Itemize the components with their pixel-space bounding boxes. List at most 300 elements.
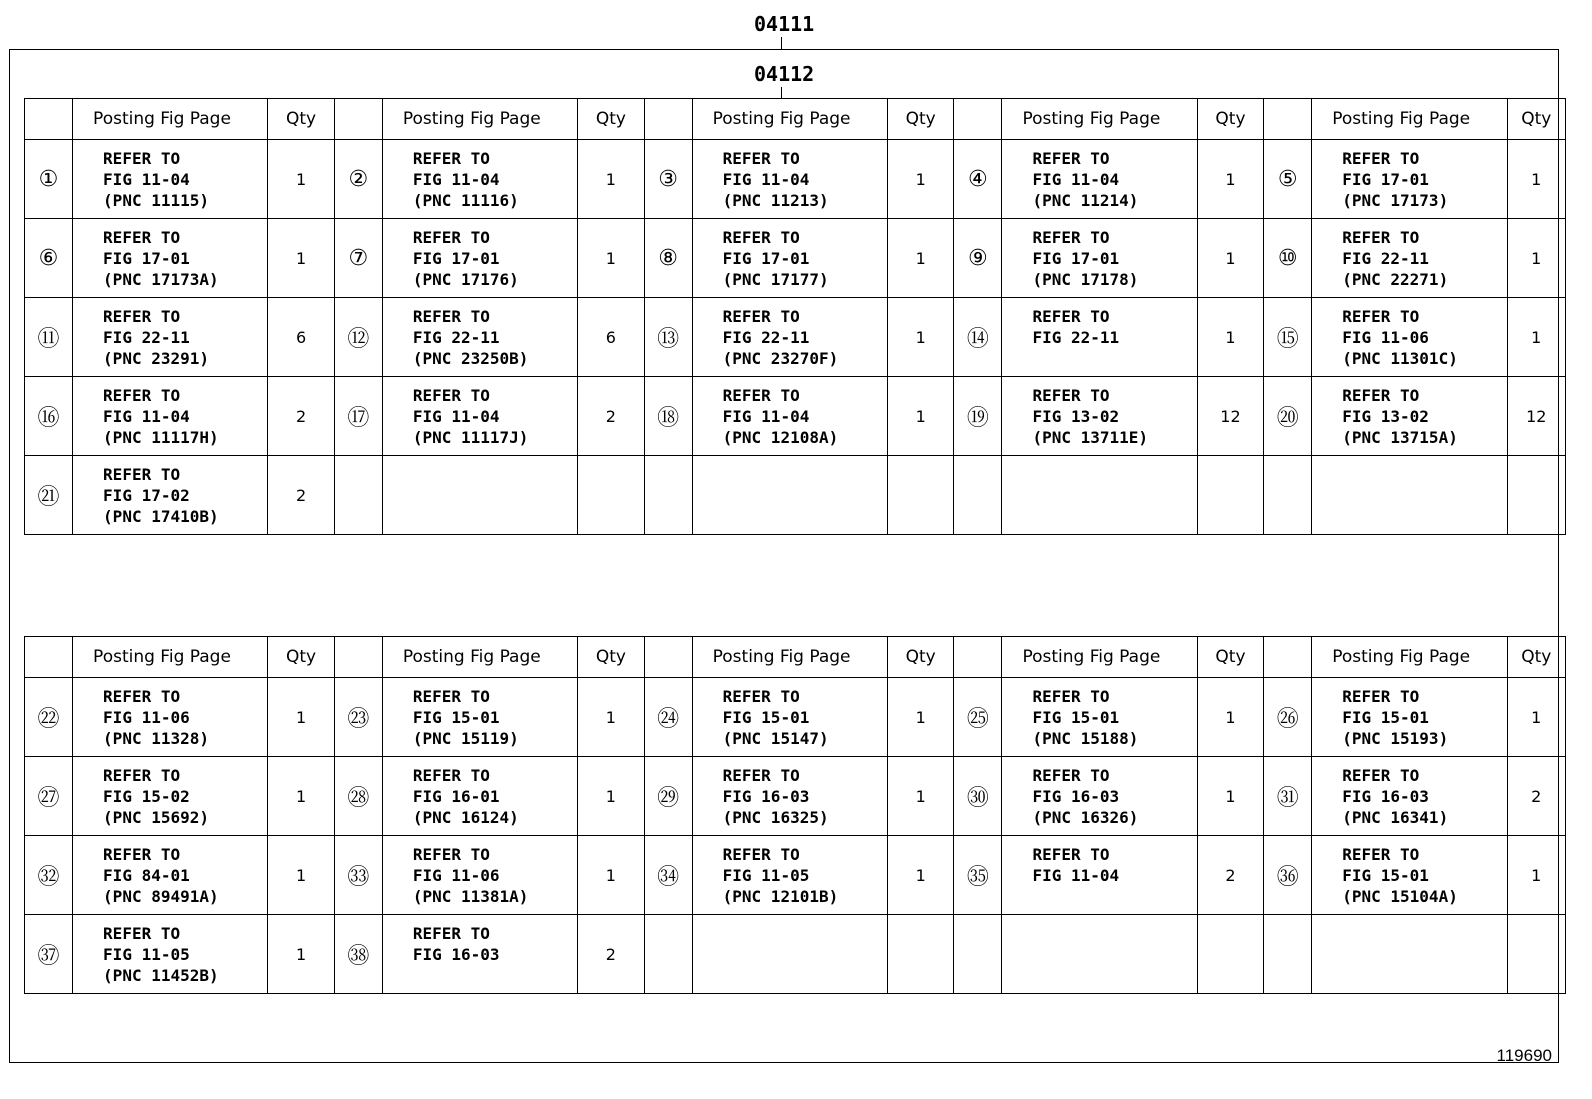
callout-number: ㉚ <box>954 757 1002 836</box>
reference-line <box>723 485 887 506</box>
reference-line: (PNC 16341) <box>1342 807 1449 827</box>
reference-cell <box>692 140 887 219</box>
table-row <box>25 757 1566 836</box>
reference-line: FIG 17-01 <box>722 248 810 268</box>
callout-number: ㉑ <box>25 456 73 535</box>
qty-value <box>887 915 953 994</box>
qty-value: 1 <box>268 219 334 298</box>
callout-number <box>644 456 692 535</box>
header-qty: Qty <box>887 99 953 140</box>
reference-line: REFER TO <box>103 686 181 706</box>
reference-cell <box>1002 678 1197 757</box>
reference-line <box>723 965 887 986</box>
reference-line: REFER TO <box>1032 385 1110 405</box>
reference-line: (PNC 16124) <box>412 807 519 827</box>
qty-value: 1 <box>578 678 644 757</box>
reference-line <box>723 464 887 485</box>
qty-value: 1 <box>1197 219 1263 298</box>
reference-line: REFER TO <box>103 148 181 168</box>
table-row <box>25 836 1566 915</box>
reference-cell <box>1002 377 1197 456</box>
callout-number: ⑧ <box>644 219 692 298</box>
reference-cell <box>73 377 268 456</box>
table-row <box>25 140 1566 219</box>
callout-number: ㉙ <box>644 757 692 836</box>
reference-line: (PNC 15188) <box>1032 728 1139 748</box>
reference-line: REFER TO <box>1342 765 1420 785</box>
reference-line: (PNC 16325) <box>722 807 829 827</box>
header-qty: Qty <box>1507 637 1565 678</box>
callout-number: ① <box>25 140 73 219</box>
callout-number: ⑯ <box>25 377 73 456</box>
reference-cell <box>1312 219 1507 298</box>
header-num <box>954 637 1002 678</box>
qty-value: 1 <box>1197 140 1263 219</box>
reference-cell <box>73 298 268 377</box>
reference-line: REFER TO <box>1342 227 1420 247</box>
reference-cell <box>382 219 577 298</box>
reference-line: REFER TO <box>1032 227 1110 247</box>
reference-line: (PNC 13715A) <box>1342 427 1458 447</box>
reference-line: (PNC 16326) <box>1032 807 1139 827</box>
qty-value: 1 <box>887 678 953 757</box>
reference-line: (PNC 15147) <box>722 728 829 748</box>
qty-value: 1 <box>887 140 953 219</box>
table-row <box>25 298 1566 377</box>
reference-cell <box>382 757 577 836</box>
reference-line: FIG 11-04 <box>412 406 500 426</box>
reference-line: REFER TO <box>103 464 181 484</box>
qty-value: 1 <box>268 140 334 219</box>
callout-number: ⑮ <box>1264 298 1312 377</box>
reference-cell <box>382 456 577 535</box>
callout-number: ㉖ <box>1264 678 1312 757</box>
header-qty: Qty <box>268 99 334 140</box>
reference-line: FIG 11-04 <box>103 169 190 189</box>
callout-number: ⑦ <box>334 219 382 298</box>
reference-line: (PNC 23291) <box>103 348 210 368</box>
reference-cell <box>73 915 268 994</box>
callout-number: ⑭ <box>954 298 1002 377</box>
reference-cell <box>1002 140 1197 219</box>
reference-line: (PNC 15193) <box>1342 728 1449 748</box>
reference-cell <box>692 836 887 915</box>
reference-line: FIG 11-04 <box>1032 169 1120 189</box>
reference-line: FIG 17-01 <box>103 248 190 268</box>
reference-line: FIG 15-02 <box>103 786 190 806</box>
reference-line: REFER TO <box>412 844 490 864</box>
qty-value: 1 <box>578 757 644 836</box>
reference-line: FIG 11-04 <box>722 169 810 189</box>
header-qty: Qty <box>1507 99 1565 140</box>
reference-line: FIG 15-01 <box>722 707 810 727</box>
reference-line: REFER TO <box>1032 765 1110 785</box>
callout-number: ㉘ <box>334 757 382 836</box>
reference-cell <box>1002 757 1197 836</box>
reference-line: (PNC 15104A) <box>1342 886 1458 906</box>
reference-line: (PNC 11452B) <box>103 965 219 985</box>
reference-line <box>1342 923 1506 944</box>
reference-line <box>1342 944 1506 965</box>
reference-line: FIG 13-02 <box>1032 406 1120 426</box>
callout-number <box>334 456 382 535</box>
reference-line: FIG 11-06 <box>412 865 500 885</box>
reference-cell <box>692 915 887 994</box>
callout-number: ㉝ <box>334 836 382 915</box>
table-row <box>25 456 1566 535</box>
reference-line: FIG 17-01 <box>1032 248 1120 268</box>
reference-line: REFER TO <box>103 844 181 864</box>
reference-line <box>1032 485 1196 506</box>
reference-line: (PNC 17177) <box>722 269 829 289</box>
reference-cell <box>73 140 268 219</box>
header-num <box>1264 637 1312 678</box>
reference-line: REFER TO <box>722 765 800 785</box>
reference-line: REFER TO <box>412 227 490 247</box>
header-posting-fig-page: Posting Fig Page <box>73 99 268 140</box>
header-posting-fig-page: Posting Fig Page <box>73 637 268 678</box>
qty-value: 1 <box>578 219 644 298</box>
reference-line: (PNC 15692) <box>103 807 210 827</box>
reference-cell <box>1002 915 1197 994</box>
reference-cell <box>1312 140 1507 219</box>
reference-line: (PNC 11301C) <box>1342 348 1458 368</box>
qty-value: 2 <box>268 456 334 535</box>
reference-line: FIG 15-01 <box>1342 865 1429 885</box>
code-outer: 04111 <box>754 12 815 36</box>
reference-line <box>413 506 577 527</box>
reference-line <box>413 464 577 485</box>
reference-cell <box>73 836 268 915</box>
reference-line: REFER TO <box>412 385 490 405</box>
reference-cell <box>692 298 887 377</box>
qty-value: 1 <box>268 757 334 836</box>
reference-cell <box>1002 219 1197 298</box>
code-inner: 04112 <box>754 62 815 86</box>
reference-line: (PNC 11328) <box>103 728 210 748</box>
qty-value: 12 <box>1507 377 1565 456</box>
callout-number: ㉟ <box>954 836 1002 915</box>
qty-value: 6 <box>268 298 334 377</box>
header-num <box>334 99 382 140</box>
reference-line: (PNC 11381A) <box>412 886 529 906</box>
reference-line: (PNC 11213) <box>722 190 829 210</box>
callout-number: ⑰ <box>334 377 382 456</box>
reference-line: (PNC 23270F) <box>722 348 839 368</box>
reference-line: (PNC 89491A) <box>103 886 219 906</box>
qty-value: 1 <box>268 836 334 915</box>
reference-line: FIG 22-11 <box>722 327 810 347</box>
reference-line: REFER TO <box>1342 306 1420 326</box>
header-num <box>644 637 692 678</box>
reference-line: FIG 16-03 <box>1342 786 1429 806</box>
reference-cell <box>692 678 887 757</box>
qty-value: 1 <box>1507 140 1565 219</box>
reference-line <box>1342 464 1506 485</box>
callout-number: ㉔ <box>644 678 692 757</box>
reference-line: (PNC 11117J) <box>412 427 529 447</box>
reference-line <box>1032 506 1196 527</box>
header-posting-fig-page: Posting Fig Page <box>1312 637 1507 678</box>
qty-value: 2 <box>1197 836 1263 915</box>
reference-line: FIG 22-11 <box>1342 248 1429 268</box>
reference-line <box>723 506 887 527</box>
reference-line: REFER TO <box>412 923 490 943</box>
qty-value: 1 <box>1197 298 1263 377</box>
callout-number: ⑥ <box>25 219 73 298</box>
qty-value: 2 <box>268 377 334 456</box>
callout-number: ㊱ <box>1264 836 1312 915</box>
figure-id: 119690 <box>1496 1046 1552 1065</box>
reference-line: FIG 16-03 <box>412 944 500 964</box>
header-num <box>1264 99 1312 140</box>
reference-line: REFER TO <box>412 148 490 168</box>
reference-line: REFER TO <box>1032 844 1110 864</box>
qty-value: 1 <box>887 219 953 298</box>
table-row <box>25 678 1566 757</box>
reference-cell <box>1002 836 1197 915</box>
code-outer-leader <box>781 37 782 49</box>
header-num <box>334 637 382 678</box>
header-posting-fig-page: Posting Fig Page <box>1312 99 1507 140</box>
reference-line: REFER TO <box>1342 148 1420 168</box>
reference-cell <box>1002 298 1197 377</box>
callout-number: ⑬ <box>644 298 692 377</box>
reference-line: FIG 11-06 <box>103 707 190 727</box>
qty-value <box>887 456 953 535</box>
qty-value: 1 <box>1507 219 1565 298</box>
callout-number: ㉞ <box>644 836 692 915</box>
reference-cell <box>692 219 887 298</box>
callout-number <box>954 456 1002 535</box>
reference-line: (PNC 11117H) <box>103 427 219 447</box>
reference-line: FIG 15-01 <box>1032 707 1120 727</box>
reference-line: (PNC 12108A) <box>722 427 839 447</box>
callout-number: ⑨ <box>954 219 1002 298</box>
reference-cell <box>1312 757 1507 836</box>
reference-line: FIG 22-11 <box>1032 327 1120 347</box>
reference-line: REFER TO <box>412 765 490 785</box>
reference-cell <box>1312 915 1507 994</box>
header-posting-fig-page: Posting Fig Page <box>1002 637 1197 678</box>
reference-line: (PNC 11214) <box>1032 190 1139 210</box>
reference-line <box>1032 923 1196 944</box>
callout-number: ② <box>334 140 382 219</box>
reference-cell <box>1312 377 1507 456</box>
reference-line: FIG 16-03 <box>1032 786 1120 806</box>
header-posting-fig-page: Posting Fig Page <box>692 99 887 140</box>
callout-number: ㊳ <box>334 915 382 994</box>
reference-line: REFER TO <box>722 385 800 405</box>
reference-cell <box>382 298 577 377</box>
reference-line: REFER TO <box>103 385 181 405</box>
reference-line <box>1342 485 1506 506</box>
qty-value: 1 <box>1507 678 1565 757</box>
header-qty: Qty <box>1197 637 1263 678</box>
qty-value: 1 <box>887 298 953 377</box>
reference-line: FIG 15-01 <box>412 707 500 727</box>
qty-value: 1 <box>887 757 953 836</box>
reference-line <box>413 485 577 506</box>
reference-line: FIG 13-02 <box>1342 406 1429 426</box>
reference-line: FIG 22-11 <box>103 327 190 347</box>
parts-table-2 <box>24 636 1566 994</box>
callout-number <box>1264 915 1312 994</box>
reference-line: REFER TO <box>722 844 800 864</box>
callout-number: ③ <box>644 140 692 219</box>
reference-line <box>1032 348 1196 369</box>
reference-line: FIG 17-01 <box>412 248 500 268</box>
reference-line: FIG 22-11 <box>412 327 500 347</box>
reference-cell <box>73 456 268 535</box>
parts-table-1 <box>24 98 1566 535</box>
reference-line <box>723 923 887 944</box>
callout-number: ⑩ <box>1264 219 1312 298</box>
header-num <box>25 637 73 678</box>
qty-value: 2 <box>1507 757 1565 836</box>
header-posting-fig-page: Posting Fig Page <box>382 99 577 140</box>
reference-cell <box>73 678 268 757</box>
qty-value: 1 <box>1507 298 1565 377</box>
reference-line: REFER TO <box>103 306 181 326</box>
table-row <box>25 377 1566 456</box>
reference-cell <box>382 377 577 456</box>
qty-value <box>1507 456 1565 535</box>
qty-value <box>1197 456 1263 535</box>
callout-number: ㉒ <box>25 678 73 757</box>
qty-value: 1 <box>1507 836 1565 915</box>
callout-number: ⑱ <box>644 377 692 456</box>
reference-line: FIG 11-06 <box>1342 327 1429 347</box>
reference-line: FIG 11-05 <box>722 865 810 885</box>
reference-line: REFER TO <box>1032 148 1110 168</box>
callout-number: ㉕ <box>954 678 1002 757</box>
callout-number <box>1264 456 1312 535</box>
reference-cell <box>73 219 268 298</box>
reference-line: (PNC 15119) <box>412 728 519 748</box>
reference-line: (PNC 11115) <box>103 190 210 210</box>
reference-line <box>413 965 577 986</box>
callout-number: ⑫ <box>334 298 382 377</box>
reference-line: (PNC 11116) <box>412 190 519 210</box>
reference-line: REFER TO <box>103 765 181 785</box>
reference-line <box>1032 886 1196 907</box>
table-row <box>25 219 1566 298</box>
callout-number: ⑳ <box>1264 377 1312 456</box>
reference-line: REFER TO <box>722 148 800 168</box>
reference-line: REFER TO <box>412 686 490 706</box>
callout-number <box>954 915 1002 994</box>
reference-line <box>1032 944 1196 965</box>
reference-cell <box>1312 678 1507 757</box>
qty-value: 1 <box>1197 678 1263 757</box>
callout-number: ㉛ <box>1264 757 1312 836</box>
qty-value <box>578 456 644 535</box>
header-posting-fig-page: Posting Fig Page <box>1002 99 1197 140</box>
reference-line <box>1032 965 1196 986</box>
reference-line: REFER TO <box>1032 306 1110 326</box>
reference-line: (PNC 17176) <box>412 269 519 289</box>
reference-line: FIG 11-04 <box>1032 865 1120 885</box>
reference-line: FIG 15-01 <box>1342 707 1429 727</box>
reference-cell <box>1312 836 1507 915</box>
reference-cell <box>692 456 887 535</box>
callout-number: ㉓ <box>334 678 382 757</box>
header-posting-fig-page: Posting Fig Page <box>382 637 577 678</box>
reference-line: REFER TO <box>722 227 800 247</box>
qty-value: 1 <box>887 836 953 915</box>
reference-line: (PNC 17173) <box>1342 190 1449 210</box>
reference-line <box>1032 464 1196 485</box>
qty-value: 1 <box>268 678 334 757</box>
qty-value <box>1507 915 1565 994</box>
callout-number: ⑪ <box>25 298 73 377</box>
reference-line: FIG 11-04 <box>722 406 810 426</box>
callout-number: ㉗ <box>25 757 73 836</box>
header-qty: Qty <box>578 99 644 140</box>
header-num <box>954 99 1002 140</box>
reference-cell <box>382 140 577 219</box>
reference-line: REFER TO <box>1342 686 1420 706</box>
reference-line: (PNC 23250B) <box>412 348 529 368</box>
header-qty: Qty <box>887 637 953 678</box>
reference-line: (PNC 22271) <box>1342 269 1449 289</box>
reference-cell <box>382 915 577 994</box>
reference-line: (PNC 17178) <box>1032 269 1139 289</box>
reference-line <box>723 944 887 965</box>
callout-number: ④ <box>954 140 1002 219</box>
reference-line: REFER TO <box>1342 844 1420 864</box>
reference-line: REFER TO <box>103 923 181 943</box>
reference-line: FIG 11-04 <box>103 406 190 426</box>
qty-value: 1 <box>578 140 644 219</box>
reference-line: REFER TO <box>1032 686 1110 706</box>
header-row <box>25 99 1566 140</box>
reference-line: FIG 84-01 <box>103 865 190 885</box>
reference-line: (PNC 17173A) <box>103 269 219 289</box>
header-qty: Qty <box>1197 99 1263 140</box>
qty-value: 1 <box>578 836 644 915</box>
reference-line: (PNC 12101B) <box>722 886 839 906</box>
reference-cell <box>382 678 577 757</box>
qty-value: 12 <box>1197 377 1263 456</box>
reference-line: REFER TO <box>722 686 800 706</box>
qty-value <box>1197 915 1263 994</box>
reference-line: FIG 16-01 <box>412 786 500 806</box>
callout-number: ⑤ <box>1264 140 1312 219</box>
table-row <box>25 915 1566 994</box>
qty-value: 2 <box>578 377 644 456</box>
reference-line: FIG 17-01 <box>1342 169 1429 189</box>
header-posting-fig-page: Posting Fig Page <box>692 637 887 678</box>
reference-cell <box>692 377 887 456</box>
header-num <box>25 99 73 140</box>
reference-line: REFER TO <box>1342 385 1420 405</box>
reference-cell <box>1312 298 1507 377</box>
callout-number: ㊲ <box>25 915 73 994</box>
callout-number: ㉜ <box>25 836 73 915</box>
reference-line: REFER TO <box>103 227 181 247</box>
reference-cell <box>73 757 268 836</box>
reference-line: (PNC 13711E) <box>1032 427 1149 447</box>
reference-line: FIG 11-05 <box>103 944 190 964</box>
qty-value: 1 <box>887 377 953 456</box>
header-row <box>25 637 1566 678</box>
qty-value: 2 <box>578 915 644 994</box>
reference-line: FIG 17-02 <box>103 485 190 505</box>
header-qty: Qty <box>268 637 334 678</box>
reference-line <box>1342 506 1506 527</box>
